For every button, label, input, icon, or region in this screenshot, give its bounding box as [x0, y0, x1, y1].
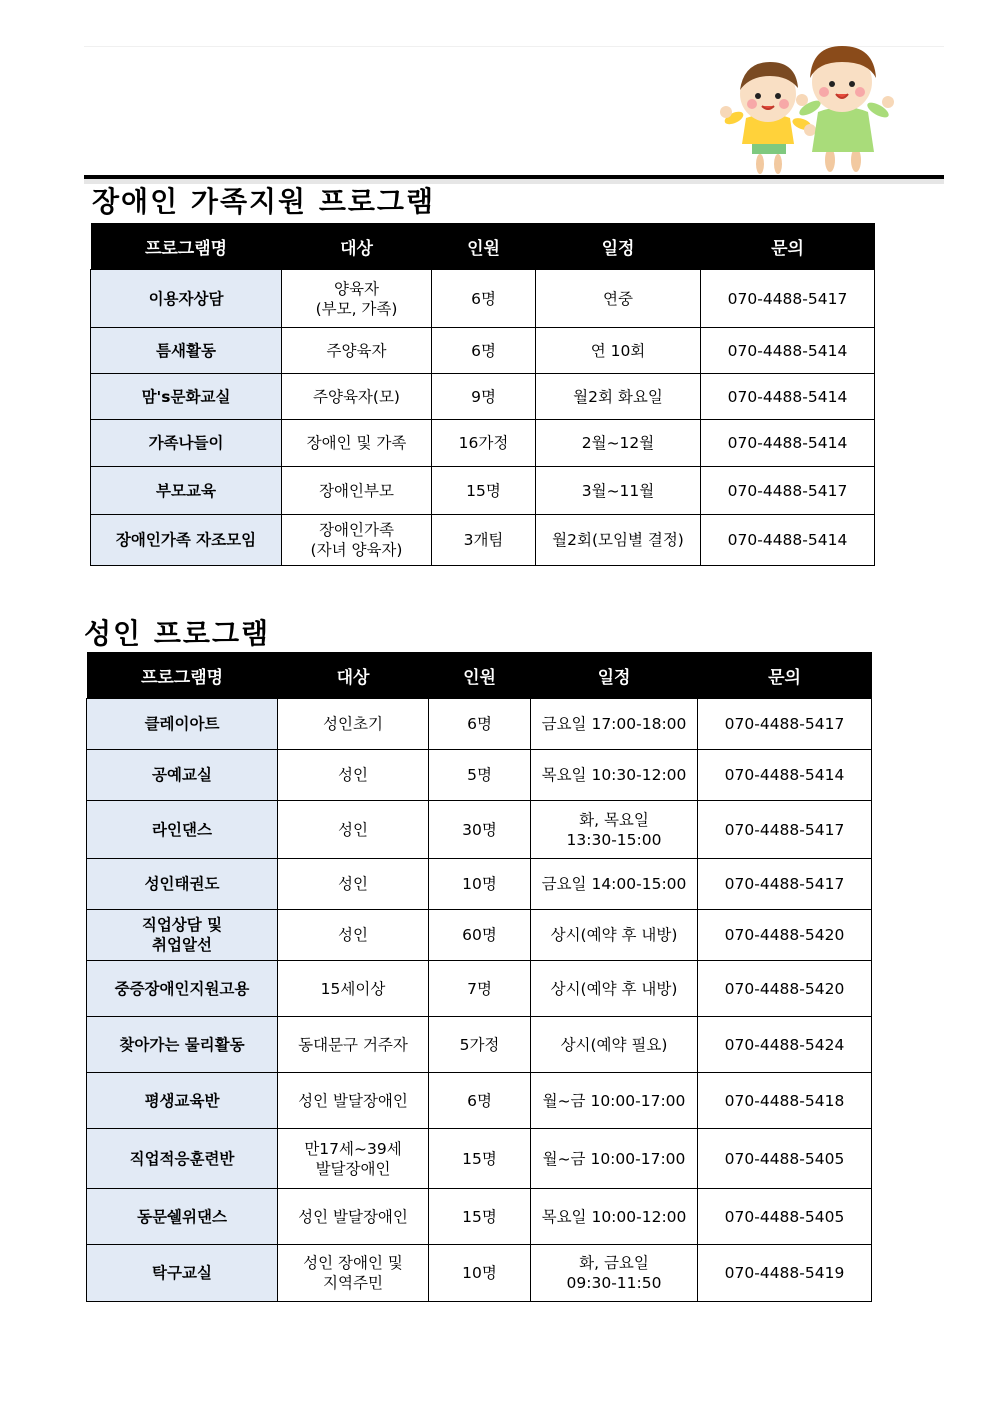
table-row: [91, 467, 875, 515]
capacity-cell: 5명: [429, 750, 531, 801]
section-title-adult-programs: 성인 프로그램: [84, 617, 271, 650]
program-name: 공예교실: [87, 750, 278, 801]
header-contact: 문의: [701, 223, 875, 270]
table-row: [91, 420, 875, 467]
contact-cell: 070-4488-5405: [698, 1129, 872, 1189]
capacity-cell: 15명: [429, 1129, 531, 1189]
capacity-cell: 6명: [432, 328, 536, 374]
program-name: 부모교육: [91, 467, 282, 515]
contact-cell: 070-4488-5414: [701, 328, 875, 374]
capacity-cell: 6명: [429, 699, 531, 750]
table-row: [91, 328, 875, 374]
contact-cell: 070-4488-5405: [698, 1189, 872, 1245]
capacity-cell: 6명: [432, 270, 536, 328]
schedule-cell: 3월~11월: [536, 467, 701, 515]
program-name: 틈새활동: [91, 328, 282, 374]
schedule-cell: 월2회(모임별 결정): [536, 515, 701, 566]
contact-cell: 070-4488-5419: [698, 1245, 872, 1302]
target-cell: 장애인 및 가족: [282, 420, 432, 467]
capacity-cell: 10명: [429, 1245, 531, 1302]
target-cell: 주양육자: [282, 328, 432, 374]
contact-cell: 070-4488-5414: [701, 420, 875, 467]
contact-cell: 070-4488-5414: [701, 515, 875, 566]
schedule-cell: 연중: [536, 270, 701, 328]
table-row: [87, 1245, 872, 1302]
table-row: [87, 1073, 872, 1129]
capacity-cell: 15명: [432, 467, 536, 515]
target-cell: 장애인가족 (자녀 양육자): [282, 515, 432, 566]
capacity-cell: 7명: [429, 961, 531, 1017]
schedule-cell: 목요일 10:30-12:00: [531, 750, 698, 801]
capacity-cell: 5가정: [429, 1017, 531, 1073]
capacity-cell: 60명: [429, 910, 531, 961]
header-contact: 문의: [698, 652, 872, 699]
section-title-family-support: 장애인 가족지원 프로그램: [92, 185, 436, 218]
table-row: [87, 910, 872, 961]
program-name: 이용자상담: [91, 270, 282, 328]
schedule-cell: 연 10회: [536, 328, 701, 374]
family-support-table: [90, 223, 875, 566]
contact-cell: 070-4488-5420: [698, 961, 872, 1017]
table-row: [87, 801, 872, 859]
schedule-cell: 월~금 10:00-17:00: [531, 1129, 698, 1189]
program-name: 중증장애인지원고용: [87, 961, 278, 1017]
schedule-cell: 월2회 화요일: [536, 374, 701, 420]
table-row: [91, 374, 875, 420]
schedule-cell: 상시(예약 필요): [531, 1017, 698, 1073]
contact-cell: 070-4488-5417: [701, 270, 875, 328]
header-target: 대상: [278, 652, 429, 699]
header-schedule: 일정: [536, 223, 701, 270]
program-name: 라인댄스: [87, 801, 278, 859]
program-name: 직업상담 및 취업알선: [87, 910, 278, 961]
capacity-cell: 16가정: [432, 420, 536, 467]
target-cell: 성인 발달장애인: [278, 1189, 429, 1245]
table-row: [87, 859, 872, 910]
contact-cell: 070-4488-5417: [698, 699, 872, 750]
table-row: [87, 1129, 872, 1189]
program-name: 찾아가는 물리활동: [87, 1017, 278, 1073]
header-program-name: 프로그램명: [91, 223, 282, 270]
program-name: 탁구교실: [87, 1245, 278, 1302]
header-capacity: 인원: [429, 652, 531, 699]
program-name: 가족나들이: [91, 420, 282, 467]
contact-cell: 070-4488-5417: [698, 801, 872, 859]
program-name: 평생교육반: [87, 1073, 278, 1129]
schedule-cell: 화, 목요일 13:30-15:00: [531, 801, 698, 859]
target-cell: 만17세~39세 발달장애인: [278, 1129, 429, 1189]
contact-cell: 070-4488-5417: [698, 859, 872, 910]
contact-cell: 070-4488-5420: [698, 910, 872, 961]
table-row: [87, 1017, 872, 1073]
target-cell: 동대문구 거주자: [278, 1017, 429, 1073]
header-target: 대상: [282, 223, 432, 270]
target-cell: 양육자 (부모, 가족): [282, 270, 432, 328]
program-name: 직업적응훈련반: [87, 1129, 278, 1189]
table-row: [91, 515, 875, 566]
target-cell: 성인: [278, 750, 429, 801]
target-cell: 장애인부모: [282, 467, 432, 515]
header-schedule: 일정: [531, 652, 698, 699]
contact-cell: 070-4488-5414: [698, 750, 872, 801]
target-cell: 성인 장애인 및 지역주민: [278, 1245, 429, 1302]
capacity-cell: 3개팀: [432, 515, 536, 566]
target-cell: 성인: [278, 801, 429, 859]
capacity-cell: 30명: [429, 801, 531, 859]
capacity-cell: 10명: [429, 859, 531, 910]
schedule-cell: 금요일 14:00-15:00: [531, 859, 698, 910]
header-capacity: 인원: [432, 223, 536, 270]
table-header-row: [87, 652, 872, 699]
program-name: 장애인가족 자조모임: [91, 515, 282, 566]
schedule-cell: 상시(예약 후 내방): [531, 910, 698, 961]
table-row: [87, 750, 872, 801]
program-name: 성인태권도: [87, 859, 278, 910]
table-row: [87, 699, 872, 750]
target-cell: 성인: [278, 910, 429, 961]
schedule-cell: 화, 금요일 09:30-11:50: [531, 1245, 698, 1302]
schedule-cell: 월~금 10:00-17:00: [531, 1073, 698, 1129]
program-name: 클레이아트: [87, 699, 278, 750]
capacity-cell: 15명: [429, 1189, 531, 1245]
adult-programs-table: [86, 652, 872, 1302]
contact-cell: 070-4488-5414: [701, 374, 875, 420]
header-program-name: 프로그램명: [87, 652, 278, 699]
schedule-cell: 금요일 17:00-18:00: [531, 699, 698, 750]
children-illustration: [718, 44, 898, 178]
capacity-cell: 9명: [432, 374, 536, 420]
contact-cell: 070-4488-5424: [698, 1017, 872, 1073]
program-name: 동문쉘위댄스: [87, 1189, 278, 1245]
capacity-cell: 6명: [429, 1073, 531, 1129]
schedule-cell: 목요일 10:00-12:00: [531, 1189, 698, 1245]
table-row: [87, 961, 872, 1017]
schedule-cell: 2월~12월: [536, 420, 701, 467]
target-cell: 성인 발달장애인: [278, 1073, 429, 1129]
program-name: 맘's문화교실: [91, 374, 282, 420]
table-header-row: [91, 223, 875, 270]
table-row: [87, 1189, 872, 1245]
contact-cell: 070-4488-5418: [698, 1073, 872, 1129]
target-cell: 성인: [278, 859, 429, 910]
target-cell: 성인초기: [278, 699, 429, 750]
schedule-cell: 상시(예약 후 내방): [531, 961, 698, 1017]
target-cell: 주양육자(모): [282, 374, 432, 420]
target-cell: 15세이상: [278, 961, 429, 1017]
contact-cell: 070-4488-5417: [701, 467, 875, 515]
table-row: [91, 270, 875, 328]
